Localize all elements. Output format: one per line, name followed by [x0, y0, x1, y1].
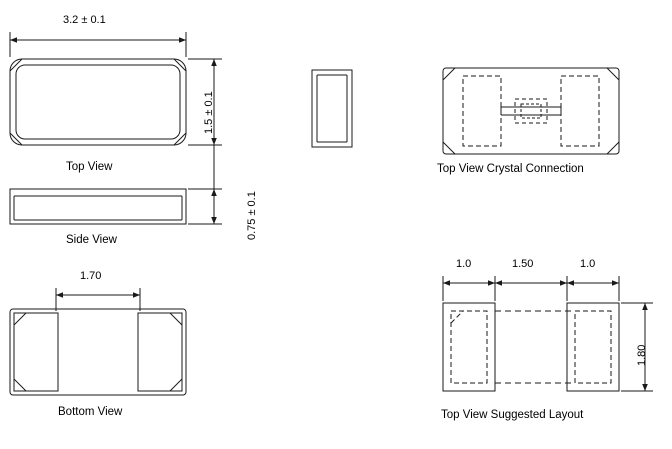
- caption-top-view: Top View: [66, 161, 113, 173]
- bottom-view-graphic: [10, 288, 186, 395]
- suggested-layout-graphic: [443, 276, 653, 391]
- top-view-graphic: [10, 32, 222, 145]
- dimension-length: 3.2 ± 0.1: [63, 14, 106, 26]
- dimension-height: 0.75 ± 0.1: [246, 191, 258, 240]
- caption-side-view: Side View: [66, 234, 117, 246]
- end-view-graphic: [312, 70, 352, 147]
- dimension-layout-height: 1.80: [636, 344, 648, 366]
- dimension-layout-pad-right: 1.0: [580, 258, 596, 270]
- caption-bottom-view: Bottom View: [58, 406, 123, 418]
- caption-suggested-layout: Top View Suggested Layout: [441, 409, 584, 421]
- side-view-graphic: [10, 145, 222, 224]
- caption-crystal-connection: Top View Crystal Connection: [437, 163, 584, 175]
- dimension-layout-gap: 1.50: [512, 258, 534, 270]
- dimension-pad-span: 1.70: [80, 270, 102, 282]
- dimension-layout-pad-left: 1.0: [456, 258, 472, 270]
- crystal-connection-graphic: [443, 68, 619, 154]
- dimension-width: 1.5 ± 0.1: [203, 91, 215, 134]
